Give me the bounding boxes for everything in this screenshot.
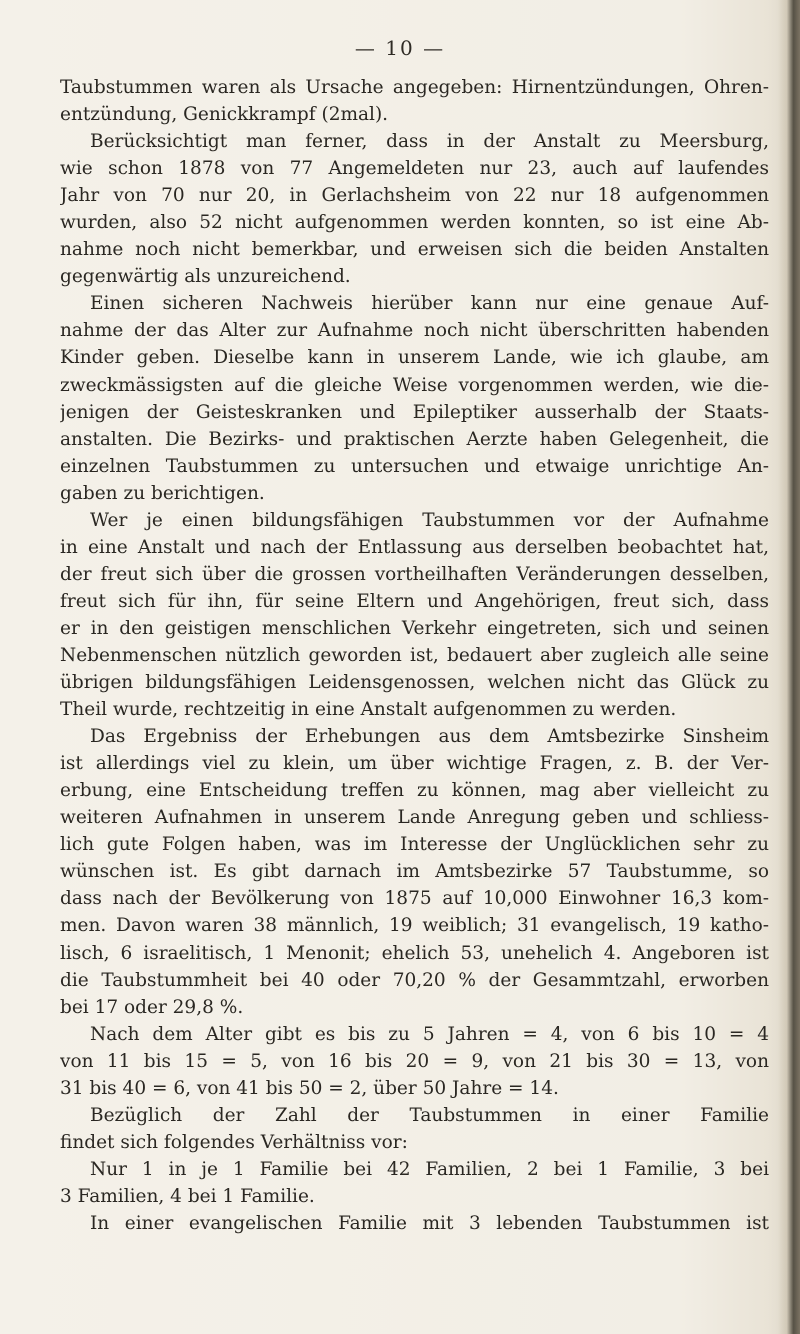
text-line: Nur 1 in je 1 Familie bei 42 Familien, 2 bei 1 Familie, 3 bei bbox=[90, 1158, 769, 1180]
text-line: Nebenmenschen nützlich geworden ist, bedauert aber zugleich alle seine bbox=[60, 644, 769, 666]
text-line: entzündung, Genickkrampf (2mal). bbox=[60, 104, 389, 126]
text-line: lich gute Folgen haben, was im Interesse der Unglücklichen sehr zu bbox=[60, 834, 769, 856]
text-line: gaben zu berichtigen. bbox=[60, 482, 265, 504]
text-line: bei 17 oder 29,8 %. bbox=[60, 996, 244, 1018]
text-line: die Taubstummheit bei 40 oder 70,20 % der Gesammtzahl, erworben bbox=[60, 969, 769, 991]
text-line: zweckmässigsten auf die gleiche Weise vorgenommen werden, wie die- bbox=[60, 374, 769, 396]
text-line: Wer je einen bildungsfähigen Taubstummen vor der Aufnahme bbox=[90, 509, 769, 531]
text-line: Jahr von 70 nur 20, in Gerlachsheim von 22 nur 18 aufgenommen bbox=[60, 185, 769, 207]
text-line: erbung, eine Entscheidung treffen zu können, mag aber vielleicht zu bbox=[60, 780, 769, 802]
text-line: findet sich folgendes Verhältniss vor: bbox=[60, 1131, 408, 1153]
text-line: Einen sicheren Nachweis hierüber kann nur eine genaue Auf- bbox=[90, 293, 769, 315]
text-line: freut sich für ihn, für seine Eltern und Angehörigen, freut sich, dass bbox=[60, 590, 769, 612]
text-line: nahme noch nicht bemerkbar, und erweisen sich die beiden Anstalten bbox=[60, 239, 769, 261]
text-line: einzelnen Taubstummen zu untersuchen und etwaige unrichtige An- bbox=[60, 455, 769, 477]
text-line: gegenwärtig als unzureichend. bbox=[60, 266, 351, 288]
body-text bbox=[60, 74, 769, 1237]
text-line: 31 bis 40 = 6, von 41 bis 50 = 2, über 50 Jahre = 14. bbox=[60, 1077, 559, 1099]
text-line: Nach dem Alter gibt es bis zu 5 Jahren = 4, von 6 bis 10 = 4 bbox=[90, 1023, 769, 1045]
text-line: Bezüglich der Zahl der Taubstummen in einer Familie bbox=[90, 1104, 769, 1126]
text-line: von 11 bis 15 = 5, von 16 bis 20 = 9, von 21 bis 30 = 13, von bbox=[60, 1050, 769, 1072]
text-line: In einer evangelischen Familie mit 3 lebenden Taubstummen ist bbox=[90, 1212, 769, 1234]
page-binding-edge bbox=[778, 0, 800, 1334]
text-line: men. Davon waren 38 männlich, 19 weiblich; 31 evangelisch, 19 katho- bbox=[60, 915, 769, 937]
page-number: — 10 — bbox=[354, 36, 446, 60]
text-line: dass nach der Bevölkerung von 1875 auf 10,000 Einwohner 16,3 kom- bbox=[60, 888, 769, 910]
text-line: ist allerdings viel zu klein, um über wichtige Fragen, z. B. der Ver- bbox=[60, 753, 769, 775]
text-line: lisch, 6 israelitisch, 1 Menonit; ehelich 53, unehelich 4. Angeboren ist bbox=[60, 942, 769, 964]
text-line: nahme der das Alter zur Aufnahme noch nicht überschritten habenden bbox=[60, 320, 769, 342]
text-line: Berücksichtigt man ferner, dass in der Anstalt zu Meersburg, bbox=[90, 131, 769, 153]
text-line: wünschen ist. Es gibt darnach im Amtsbezirke 57 Taubstumme, so bbox=[60, 861, 769, 883]
text-line: wurden, also 52 nicht aufgenommen werden konnten, so ist eine Ab- bbox=[60, 212, 769, 234]
text-line: Kinder geben. Dieselbe kann in unserem Lande, wie ich glaube, am bbox=[60, 347, 769, 369]
text-line: übrigen bildungsfähigen Leidensgenossen, welchen nicht das Glück zu bbox=[60, 672, 769, 694]
text-line: Theil wurde, rechtzeitig in eine Anstalt aufgenommen zu werden. bbox=[60, 699, 677, 721]
text-line: der freut sich über die grossen vortheilhaften Veränderungen desselben, bbox=[60, 563, 769, 585]
text-line: Das Ergebniss der Erhebungen aus dem Amtsbezirke Sinsheim bbox=[90, 726, 769, 748]
text-line: 3 Familien, 4 bei 1 Familie. bbox=[60, 1185, 315, 1207]
text-line: er in den geistigen menschlichen Verkehr eingetreten, sich und seinen bbox=[60, 617, 769, 639]
text-line: wie schon 1878 von 77 Angemeldeten nur 23, auch auf laufendes bbox=[60, 158, 769, 180]
text-line: Taubstummen waren als Ursache angegeben: Hirnentzündungen, Ohren- bbox=[60, 77, 769, 98]
text-line: jenigen der Geisteskranken und Epileptiker ausserhalb der Staats- bbox=[60, 401, 769, 423]
text-line: in eine Anstalt und nach der Entlassung aus derselben beobachtet hat, bbox=[60, 536, 769, 558]
text-line: weiteren Aufnahmen in unserem Lande Anregung geben und schliess- bbox=[60, 807, 769, 829]
text-line: anstalten. Die Bezirks- und praktischen Aerzte haben Gelegenheit, die bbox=[60, 428, 769, 450]
